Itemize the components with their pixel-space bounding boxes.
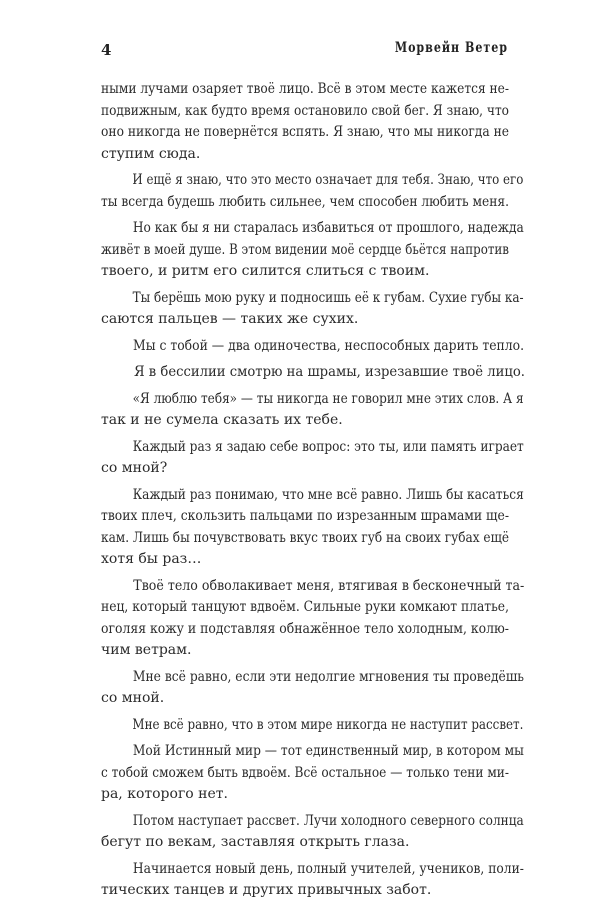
text-line: ными лучами озаряет твоё лицо. Всё в этом месте кажется не- (101, 81, 510, 97)
paragraph (101, 859, 524, 902)
text-line: чим ветрам. (101, 642, 192, 658)
text-line: Ты берёшь мою руку и подносишь её к губам. Сухие губы ка- (132, 289, 524, 306)
text-line: кам. Лишь бы почувствовать вкус твоих губ на своих губах ещё (101, 529, 509, 546)
text-line: Мы с тобой — два одиночества, неспособных дарить тепло. (133, 337, 525, 354)
text-line: хотя бы раз… (101, 551, 202, 567)
text-line: Каждый раз понимаю, что мне всё равно. Лишь бы касаться (132, 486, 524, 503)
text-line: Потом наступает рассвет. Лучи холодного северного солнца (132, 812, 524, 829)
running-head (101, 41, 508, 61)
paragraph (101, 715, 524, 737)
text-line: Твоё тело обволакивает меня, втягивая в бесконечный та- (133, 577, 525, 594)
paragraph (101, 170, 524, 213)
text-line: живёт в моей душе. В этом видении моё сердце бьётся напротив (101, 241, 509, 258)
text-line: Мне всё равно, что в этом мире никогда не наступит рассвет. (132, 716, 524, 733)
paragraph (101, 741, 524, 806)
paragraph (101, 389, 524, 432)
text-line: бегут по векам, заставляя открыть глаза. (101, 834, 410, 850)
paragraph (101, 811, 524, 854)
book-author: Морвейн Ветер (394, 40, 508, 56)
text-line: ступим сюда. (101, 145, 201, 162)
paragraph (101, 576, 525, 662)
text-line: тических танцев и других привычных забот. (101, 882, 432, 898)
body-text (101, 79, 525, 907)
text-line: со мной. (101, 690, 165, 706)
text-line: Но как бы я ни старалась избавиться от прошлого, надежда (132, 220, 524, 236)
text-line: Каждый раз я задаю себе вопрос: это ты, или память играет (132, 438, 524, 455)
text-line: саются пальцев — таких же сухих. (101, 311, 359, 327)
text-line: ра, которого нет. (101, 786, 228, 802)
text-line: Я в бессилии смотрю на шрамы, изрезавшие твоё лицо. (133, 364, 525, 380)
paragraph (101, 437, 524, 480)
paragraph (101, 336, 525, 358)
paragraph (101, 485, 524, 571)
paragraph (101, 362, 525, 384)
paragraph (101, 79, 509, 165)
text-line: Мне всё равно, если эти недолгие мгновения ты проведёшь (132, 668, 524, 685)
text-line: оно никогда не повернётся вспять. Я знаю, что мы никогда не (101, 124, 510, 140)
text-line: Мой Истинный мир — тот единственный мир, в котором мы (132, 743, 524, 759)
paragraph (101, 667, 524, 710)
text-line: твоего, и ритм его силится слиться с твоим. (101, 263, 430, 279)
text-line: нец, который танцуют вдвоём. Сильные руки комкают платье, (101, 599, 509, 615)
text-line: так и не сумела сказать их тебе. (101, 412, 343, 428)
text-line: подвижным, как будто время остановило свой бег. Я знаю, что (101, 102, 509, 119)
text-line: «Я люблю тебя» — ты никогда не говорил мне этих слов. А я (132, 390, 524, 407)
text-line: Начинается новый день, полный учителей, учеников, поли- (132, 860, 524, 877)
page-number: 4 (101, 41, 112, 59)
text-line: с тобой сможем быть вдвоём. Всё остальное — только тени ми- (101, 764, 510, 781)
text-line: со мной? (101, 460, 168, 476)
paragraph (101, 218, 524, 283)
text-line: И ещё я знаю, что это место означает для тебя. Знаю, что его (132, 172, 524, 188)
text-line: оголяя кожу и подставляя обнажённое тело холодным, колю- (101, 620, 510, 637)
text-line: ты всегда будешь любить сильнее, чем способен любить меня. (101, 193, 509, 210)
paragraph (101, 288, 524, 331)
text-line: твоих плеч, скользить пальцами по изрезанным шрамами ще- (101, 508, 510, 524)
